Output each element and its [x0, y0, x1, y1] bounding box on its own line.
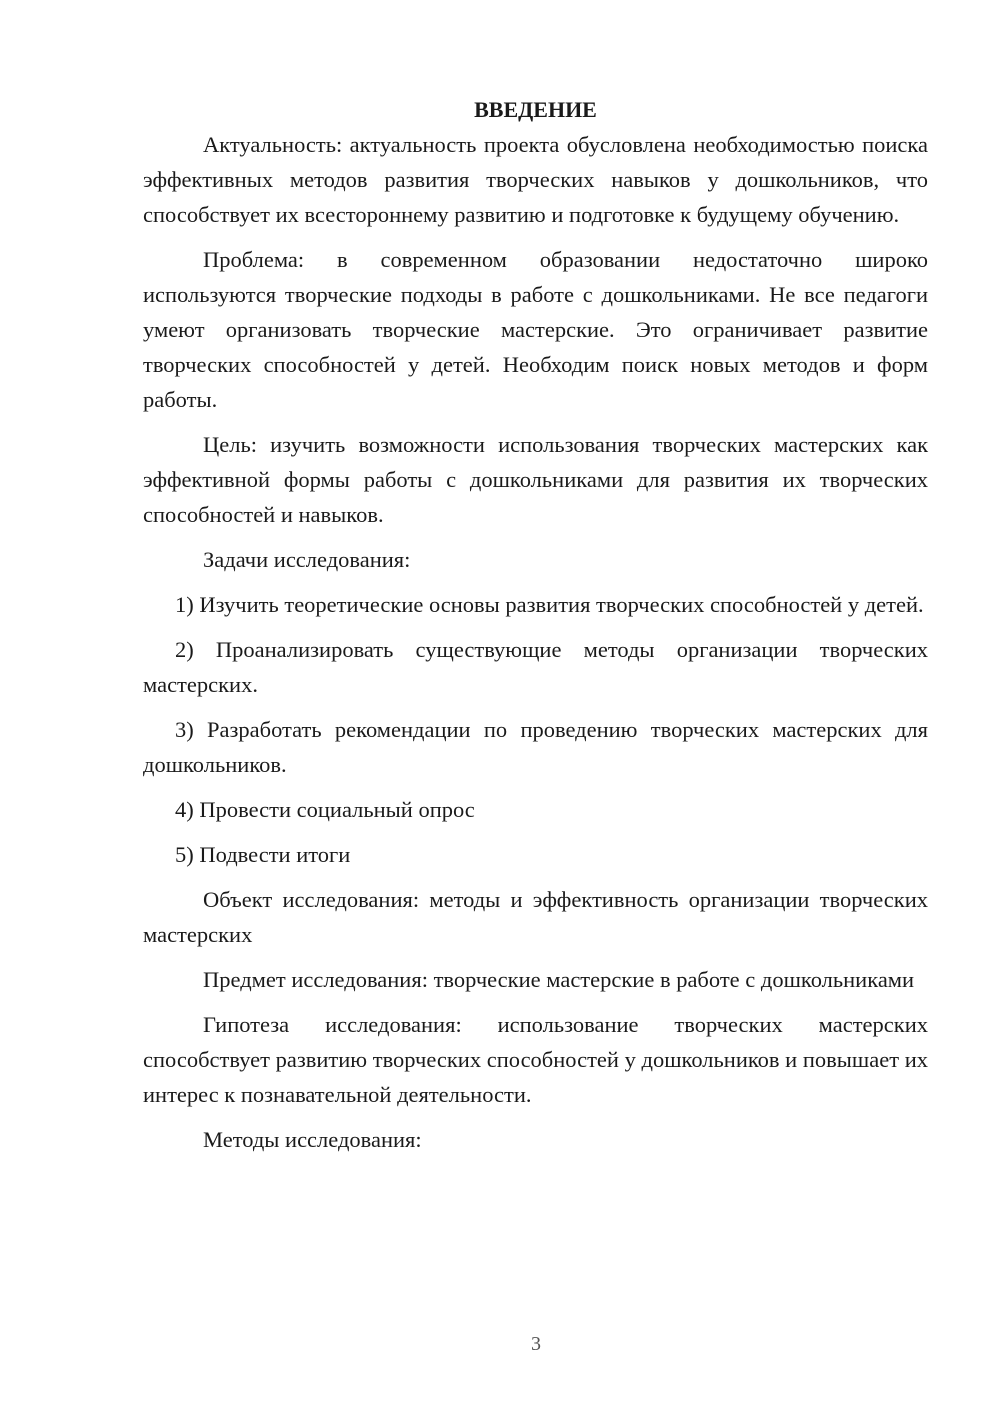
tasks-heading: Задачи исследования:: [203, 547, 411, 572]
page-content: [143, 92, 928, 1167]
subject-paragraph: Предмет исследования: творческие мастерские в работе с дошкольниками: [203, 967, 915, 992]
relevance-paragraph: Актуальность: актуальность проекта обусловлена необходимостью поиска эффективных методов развития творческих навыков у дошкольников, что способствует их всестороннему развитию и подготовке к будущему обучению.: [143, 132, 928, 227]
task-item-1: 1) Изучить теоретические основы развития творческих способностей у детей.: [175, 592, 924, 617]
object-paragraph: Объект исследования: методы и эффективность организации творческих мастерских: [143, 887, 928, 947]
task-item-5: 5) Подвести итоги: [175, 842, 351, 867]
hypothesis-paragraph: Гипотеза исследования: использование творческих мастерских способствует развитию творческих способностей у дошкольников и повышает их интерес к познавательной деятельности.: [143, 1012, 928, 1107]
problem-paragraph: Проблема: в современном образовании недостаточно широко используются творческие подходы в работе с дошкольниками. Не все педагоги умеют организовать творческие мастерские. Это ограничивает развитие творческих способностей у детей. Необходим поиск новых методов и форм работы.: [143, 247, 928, 412]
page-number: 3: [531, 1333, 541, 1355]
goal-paragraph: Цель: изучить возможности использования творческих мастерских как эффективной формы работы с дошкольниками для развития их творческих способностей и навыков.: [143, 432, 928, 527]
task-item-3: 3) Разработать рекомендации по проведению творческих мастерских для дошкольников.: [143, 717, 928, 777]
task-item-2: 2) Проанализировать существующие методы организации творческих мастерских.: [143, 637, 928, 697]
section-title: ВВЕДЕНИЕ: [474, 97, 597, 122]
methods-heading: Методы исследования:: [203, 1127, 422, 1152]
task-item-4: 4) Провести социальный опрос: [175, 797, 475, 822]
